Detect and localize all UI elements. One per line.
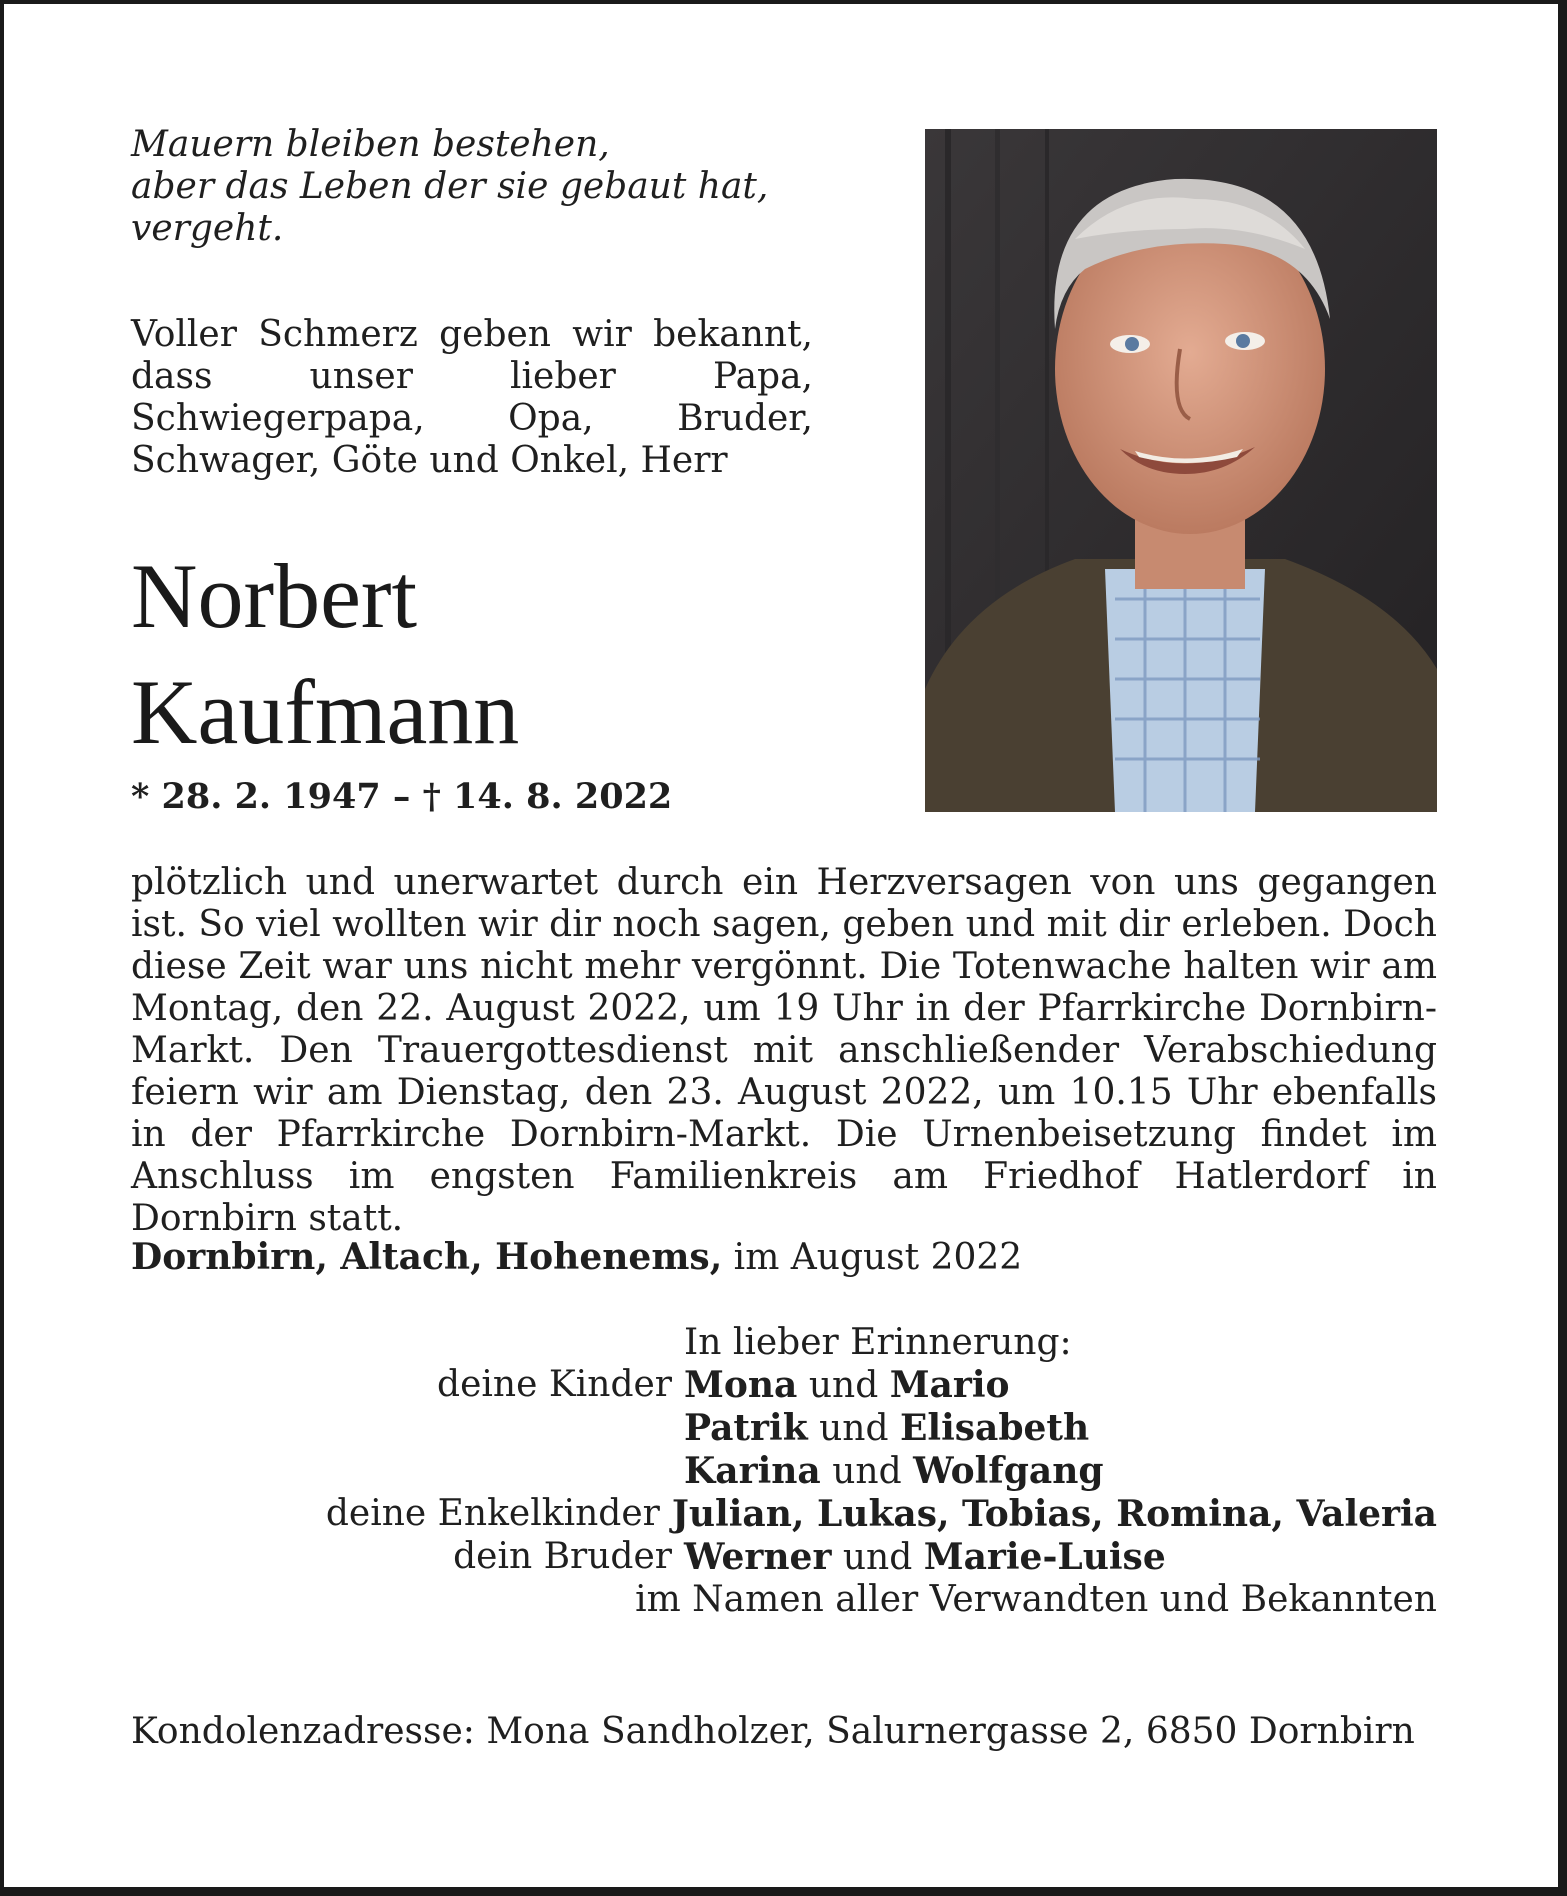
family-heading: In lieber Erinnerung: xyxy=(684,1322,1072,1363)
places-line xyxy=(131,1236,1022,1278)
intro-text: Voller Schmerz geben wir bekannt, dass unser lieber Papa, Schwiegerpapa, Opa, Bruder, Schwager, Göte und Onkel, Herr xyxy=(131,314,813,481)
deceased-name xyxy=(131,538,831,770)
announcement-text: plötzlich und unerwartet durch ein Herzversagen von uns gegangen ist. So viel wollten wir dir noch sagen, geben und mit dir erleben. Doch diese Zeit war uns nicht mehr vergönnt. Die Totenwache halten wir am Montag, den 22. August 2022, um 19 Uhr in der Pfarrkirche Dornbirn-Markt. Den Trauergottesdienst mit anschließender Verabschiedung feiern wir am Dienstag, den 23. August 2022, um 10.15 Uhr ebenfalls in der Pfarrkirche Dornbirn-Markt. Die Urnenbeisetzung findet im Anschluss im engsten Familienkreis am Friedhof Hatlerdorf in Dornbirn statt. xyxy=(131,862,1437,1239)
person-name: Patrik xyxy=(684,1407,808,1449)
family-list xyxy=(131,1322,1437,1621)
quote-line: vergeht. xyxy=(131,208,284,249)
person-name: Elisabeth xyxy=(899,1407,1090,1449)
family-closing-row xyxy=(131,1579,1437,1621)
person-name: Mona xyxy=(684,1364,798,1406)
last-name: Kaufmann xyxy=(131,661,520,763)
relation-label: dein Bruder xyxy=(453,1536,672,1577)
condolence-address: Kondolenzadresse: Mona Sandholzer, Salurnergasse 2, 6850 Dornbirn xyxy=(131,1711,1415,1752)
places-date: im August 2022 xyxy=(722,1237,1023,1278)
person-name: Karina xyxy=(684,1450,821,1492)
portrait-photo-icon xyxy=(925,129,1437,812)
family-closing: im Namen aller Verwandten und Bekannten xyxy=(635,1579,1437,1620)
connector: und xyxy=(831,1537,924,1578)
family-row xyxy=(131,1407,1437,1450)
person-name: Wolfgang xyxy=(913,1450,1104,1492)
life-dates: * 28. 2. 1947 – † 14. 8. 2022 xyxy=(131,776,673,817)
portrait-photo xyxy=(925,129,1437,812)
epitaph-quote xyxy=(131,124,831,250)
family-row xyxy=(131,1536,1437,1579)
relation-label: deine Kinder xyxy=(437,1364,672,1405)
first-name: Norbert xyxy=(131,545,418,647)
quote-line: aber das Leben der sie gebaut hat, xyxy=(131,166,769,207)
quote-line: Mauern bleiben bestehen, xyxy=(131,124,610,165)
person-name: Werner xyxy=(684,1536,832,1578)
connector: und xyxy=(797,1365,890,1406)
places-towns: Dornbirn, Altach, Hohenems, xyxy=(131,1236,723,1278)
family-row xyxy=(131,1450,1437,1493)
person-name: Marie-Luise xyxy=(923,1536,1166,1578)
connector: und xyxy=(807,1408,900,1449)
family-row xyxy=(131,1364,1437,1407)
connector: und xyxy=(820,1451,914,1492)
person-name: Mario xyxy=(889,1364,1010,1406)
relation-label: deine Enkelkinder xyxy=(325,1493,660,1534)
grandchildren-names: Julian, Lukas, Tobias, Romina, Valeria xyxy=(671,1493,1437,1535)
family-heading-row xyxy=(131,1322,1437,1364)
family-row xyxy=(131,1493,1437,1536)
